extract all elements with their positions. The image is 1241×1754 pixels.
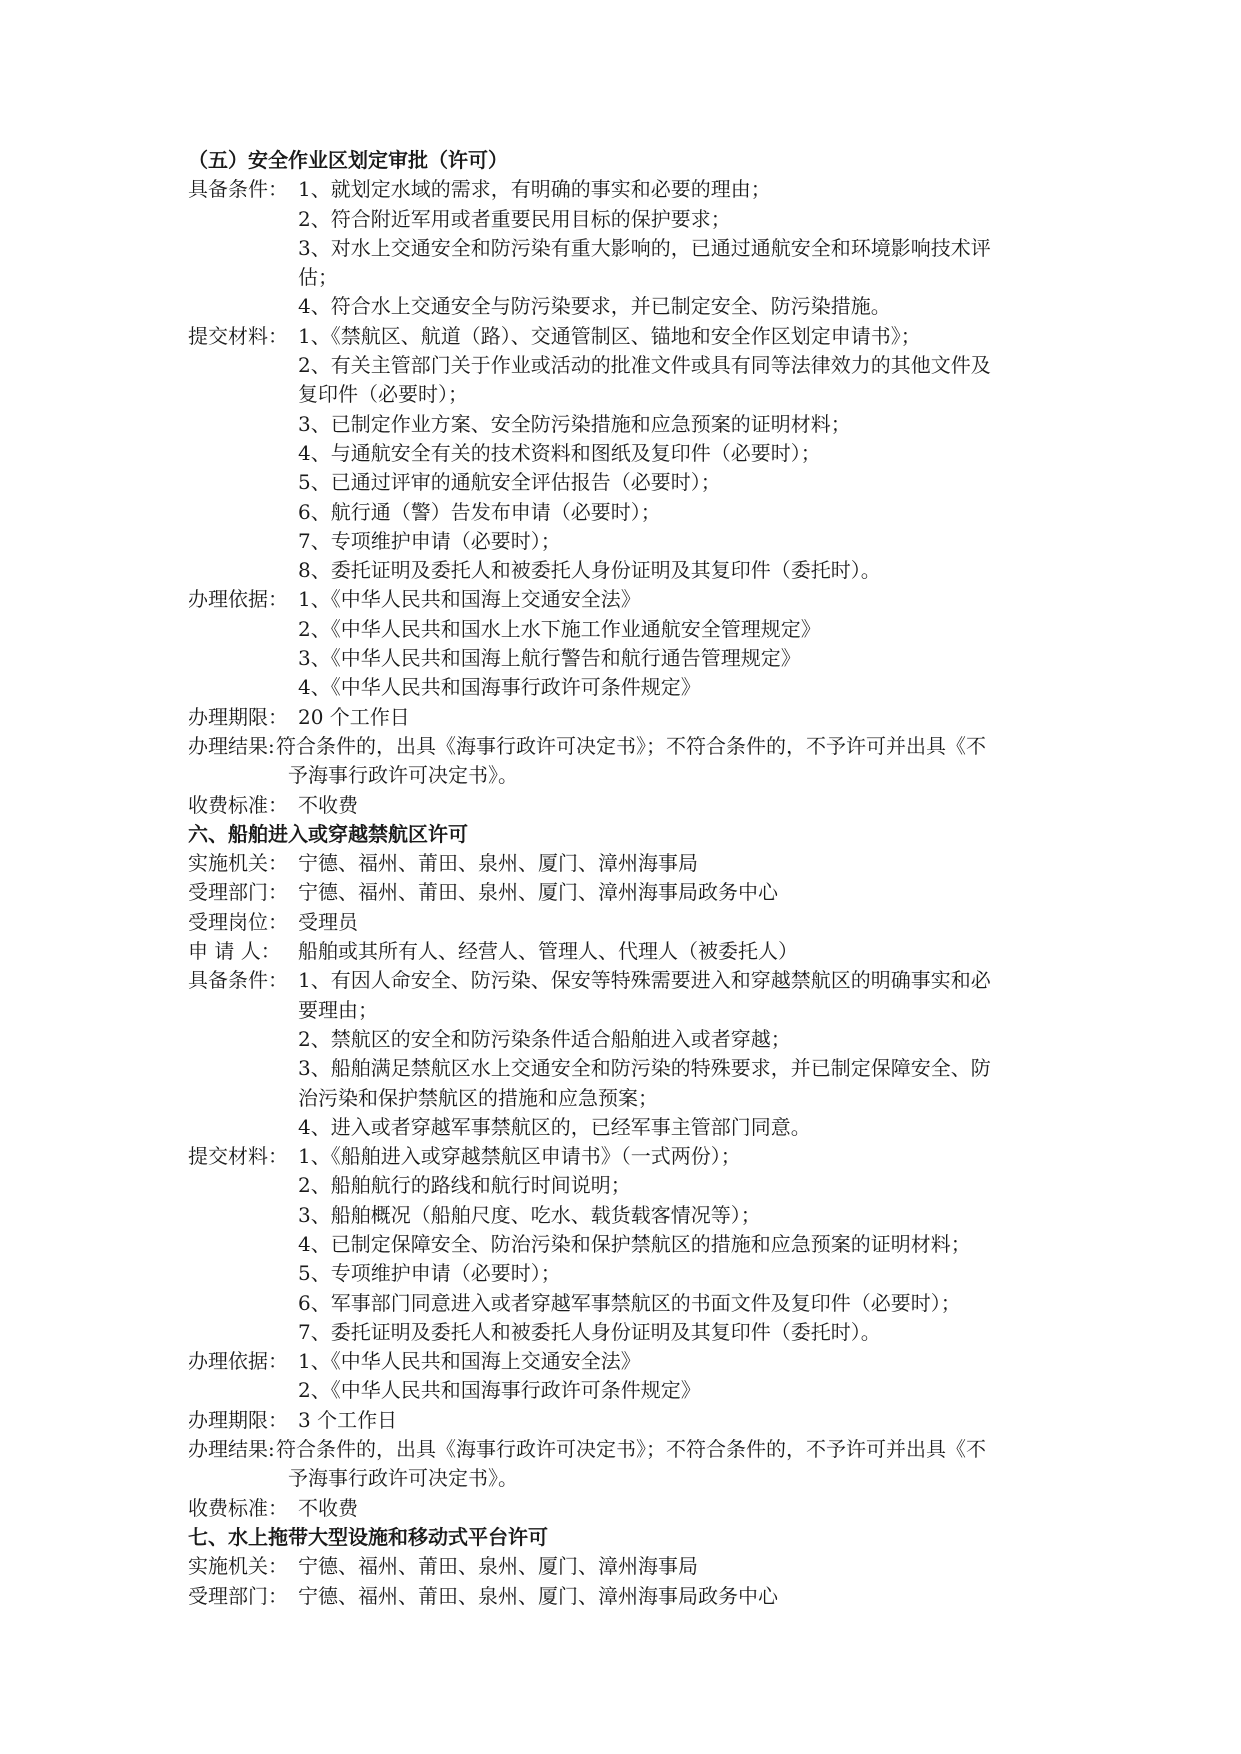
field-value: 不收费 <box>298 1495 358 1520</box>
section-heading: 七、水上拖带大型设施和移动式平台许可 <box>188 1524 548 1549</box>
field-label: 受理岗位： <box>188 909 288 934</box>
field-value: 符合条件的，出具《海事行政许可决定书》；不符合条件的，不予许可并出具《不 <box>276 733 986 758</box>
list-item: 2、禁航区的安全和防污染条件适合船舶进入或者穿越； <box>298 1026 791 1051</box>
field-label: 办理结果: <box>188 1437 275 1462</box>
field-label: 办理期限： <box>188 704 288 729</box>
list-item-continuation: 要理由； <box>298 997 378 1022</box>
list-item: 2、《中华人民共和国水上水下施工作业通航安全管理规定》 <box>298 616 821 641</box>
conditions-row <box>188 175 1068 204</box>
list-item: 2、《中华人民共和国海事行政许可条件规定》 <box>298 1378 701 1403</box>
field-label: 办理结果: <box>188 733 275 758</box>
fee-row <box>188 1494 1068 1523</box>
field-value: 不收费 <box>298 792 358 817</box>
field-label: 办理依据： <box>188 587 288 612</box>
period-row <box>188 1406 1068 1435</box>
basis-row <box>188 585 1068 614</box>
list-item: 6、军事部门同意进入或者穿越军事禁航区的书面文件及复印件（必要时）； <box>298 1290 961 1315</box>
field-value: 宁德、福州、莆田、泉州、厦门、漳州海事局政务中心 <box>298 880 778 905</box>
list-item: 1、《中华人民共和国海上交通安全法》 <box>298 587 641 612</box>
field-value: 宁德、福州、莆田、泉州、厦门、漳州海事局政务中心 <box>298 1583 778 1608</box>
list-item: 1、《禁航区、航道（路）、交通管制区、锚地和安全作区划定申请书》； <box>298 323 921 348</box>
agency-row <box>188 849 1068 878</box>
applicant-row <box>188 937 1068 966</box>
result-row <box>188 732 1068 761</box>
field-label: 具备条件： <box>188 968 288 993</box>
field-value: 3 个工作日 <box>298 1407 398 1432</box>
list-item: 1、有因人命安全、防污染、保安等特殊需要进入和穿越禁航区的明确事实和必 <box>298 968 991 993</box>
list-item: 4、与通航安全有关的技术资料和图纸及复印件（必要时）； <box>298 440 821 465</box>
document-page <box>188 146 1068 1611</box>
list-item: 1、就划定水域的需求，有明确的事实和必要的理由； <box>298 177 771 202</box>
list-item: 7、委托证明及委托人和被委托人身份证明及其复印件（委托时）。 <box>298 1319 881 1344</box>
list-item-continuation: 治污染和保护禁航区的措施和应急预案； <box>298 1085 658 1110</box>
list-item: 1、《中华人民共和国海上交通安全法》 <box>298 1349 641 1374</box>
list-item-continuation: 复印件（必要时）； <box>298 382 468 407</box>
period-row <box>188 703 1068 732</box>
list-item: 2、船舶航行的路线和航行时间说明； <box>298 1173 631 1198</box>
field-value: 符合条件的，出具《海事行政许可决定书》；不符合条件的，不予许可并出具《不 <box>276 1437 986 1462</box>
list-item: 8、委托证明及委托人和被委托人身份证明及其复印件（委托时）。 <box>298 558 881 583</box>
list-item: 5、已通过评审的通航安全评估报告（必要时）； <box>298 470 721 495</box>
field-value: 20 个工作日 <box>298 704 410 729</box>
list-item: 4、符合水上交通安全与防污染要求，并已制定安全、防污染措施。 <box>298 294 891 319</box>
list-item: 3、船舶满足禁航区水上交通安全和防污染的特殊要求，并已制定保障安全、防 <box>298 1056 991 1081</box>
field-value-continuation: 予海事行政许可决定书》。 <box>288 1466 518 1491</box>
field-label: 实施机关： <box>188 851 288 876</box>
list-item: 3、《中华人民共和国海上航行警告和航行通告管理规定》 <box>298 646 801 671</box>
field-label: 申 请 人： <box>188 939 281 964</box>
materials-row <box>188 1142 1068 1171</box>
field-label: 提交材料： <box>188 1144 288 1169</box>
field-value: 宁德、福州、莆田、泉州、厦门、漳州海事局 <box>298 1554 698 1579</box>
section-heading: （五）安全作业区划定审批（许可） <box>188 148 508 172</box>
materials-row <box>188 322 1068 351</box>
dept-row <box>188 1582 1068 1611</box>
list-item: 3、船舶概况（船舶尺度、吃水、载货载客情况等）； <box>298 1202 761 1227</box>
list-item: 4、进入或者穿越军事禁航区的，已经军事主管部门同意。 <box>298 1114 811 1139</box>
dept-row <box>188 878 1068 907</box>
list-item: 1、《船舶进入或穿越禁航区申请书》（一式两份）； <box>298 1144 741 1169</box>
field-value: 船舶或其所有人、经营人、管理人、代理人（被委托人） <box>298 939 798 964</box>
list-item: 4、已制定保障安全、防治污染和保护禁航区的措施和应急预案的证明材料； <box>298 1231 971 1256</box>
field-label: 办理依据： <box>188 1349 288 1374</box>
list-item: 4、《中华人民共和国海事行政许可条件规定》 <box>298 675 701 700</box>
list-item: 3、已制定作业方案、安全防污染措施和应急预案的证明材料； <box>298 411 851 436</box>
field-label: 收费标准： <box>188 792 288 817</box>
result-row <box>188 1435 1068 1464</box>
conditions-row <box>188 966 1068 995</box>
list-item: 3、对水上交通安全和防污染有重大影响的，已通过通航安全和环境影响技术评 <box>298 235 991 260</box>
list-item: 2、符合附近军用或者重要民用目标的保护要求； <box>298 206 731 231</box>
list-item: 6、航行通（警）告发布申请（必要时）； <box>298 499 661 524</box>
list-item: 5、专项维护申请（必要时）； <box>298 1261 561 1286</box>
field-label: 受理部门： <box>188 1583 288 1608</box>
basis-row <box>188 1347 1068 1376</box>
field-label: 实施机关： <box>188 1554 288 1579</box>
fee-row <box>188 791 1068 820</box>
field-label: 提交材料： <box>188 323 288 348</box>
list-item: 2、有关主管部门关于作业或活动的批准文件或具有同等法律效力的其他文件及 <box>298 353 991 378</box>
field-value: 受理员 <box>298 909 358 934</box>
field-label: 办理期限： <box>188 1407 288 1432</box>
section-heading: 六、船舶进入或穿越禁航区许可 <box>188 821 468 846</box>
field-value: 宁德、福州、莆田、泉州、厦门、漳州海事局 <box>298 851 698 876</box>
field-value-continuation: 予海事行政许可决定书》。 <box>288 763 518 788</box>
post-row <box>188 908 1068 937</box>
field-label: 具备条件： <box>188 177 288 202</box>
agency-row <box>188 1552 1068 1581</box>
list-item-continuation: 估； <box>298 265 338 290</box>
list-item: 7、专项维护申请（必要时）； <box>298 528 561 553</box>
field-label: 收费标准： <box>188 1495 288 1520</box>
field-label: 受理部门： <box>188 880 288 905</box>
